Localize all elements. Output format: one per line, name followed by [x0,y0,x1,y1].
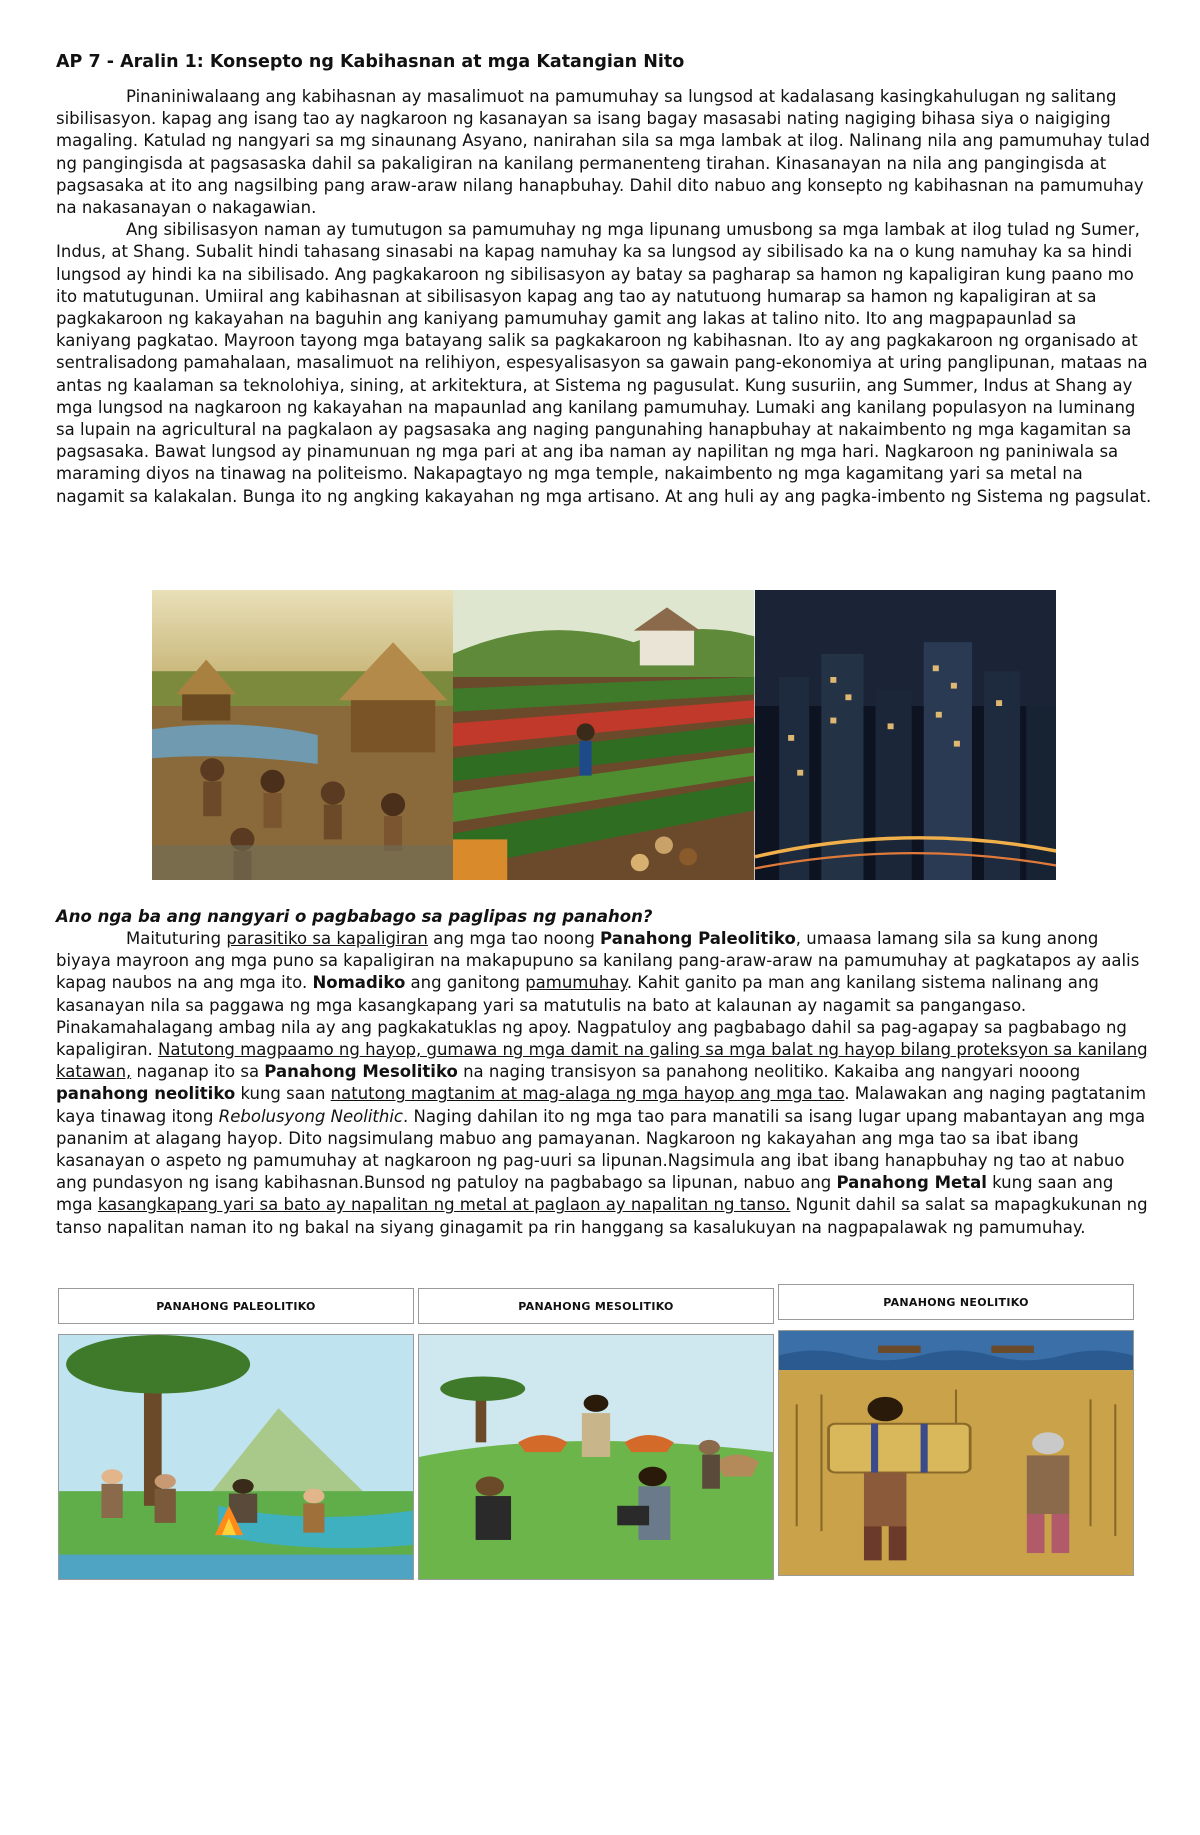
intro-text [56,86,1152,508]
prehistoric-village-image [152,590,453,880]
section-heading: Ano nga ba ang nangyari o pagbabago sa paglipas ng panahon? [56,907,653,926]
paragraph-sibilisasyon: Ang sibilisasyon naman ay tumutugon sa pamumuhay ng mga lipunang umusbong sa mga lambak at ilog tulad ng Sumer, Indus, at Shang. Subalit hindi tahasang sinasabi na kapag namuhay ka sa lungsod ay sibilisado ka na o kung namuhay ka sa hindi lungsod ay hindi ka na sibilisado. Ang pagkakaroon ng sibilisasyon ay batay sa pagharap sa hamon ng kapaligiran kung paano mo ito matutugunan. Umiiral ang kabihasnan at sibilisasyon kapag ang tao ay natutuong humarap sa hamon ng kapaligiran at sa pagkakaroon ng kakayahan na baguhin ang kaniyang pamumuhay gamit ang lakas at talino nito. Ito ang magpapaunlad sa kaniyang pagkatao. Mayroon tayong mga batayang salik sa pagkakaroon ng kabihasnan. Ito ay ang pagkakaroon ng organisado at sentralisadong pamahalaan, masalimuot na relihiyon, espesyalisasyon sa gawain pang-ekonomiya at uring panglipunan, mataas na antas ng kaalaman sa teknolohiya, sining, at arkitektura, at Sistema ng pagusulat. Kung susuriin, ang Summer, Indus at Shang ay mga lungsod na nagkaroon ng kakayahan na mapaunlad ang kanilang pamumuhay. Lumaki ang kanilang populasyon na luminang sa lupain na agricultural na pagkalaon ay pagsasaka ang naging pangunahing hanapbuhay at nakaimbento ng mga kagamitan sa pagsasaka. Bawat lungsod ay pinamunuan ng mga pari at ang iba naman ay napilitan ng mga hari. Nagkaroon ng paniniwala sa maraming diyos na tinawag na politeismo. Nakapagtayo ng mga temple, nakaimbento ng mga kagamitang yari sa metal na nagamit sa kalakalan. Bunga ito ng angking kakayahan ng mga artisano. At ang huli ay ang pagka-imbento ng Sistema ng pagsulat. [56,220,1152,506]
era-label-paleolitiko: PANAHONG PALEOLITIKO [58,1288,414,1324]
neolitiko-scene-image [778,1330,1134,1576]
paragraph-kabihasnan: Pinaniniwalaang ang kabihasnan ay masalimuot na pamumuhay sa lungsod at kadalasang kasingkahulugan ng salitang sibilisasyon. kapag ang isang tao ay nagkaroon ng kasanayan sa isang bagay masasabi nating nagiging bihasa siya o naigiging magaling. Katulad ng nangyari sa mg sinaunang Asyano, nanirahan sila sa mga lambak at ilog. Nalinang nila ang pamumuhay tulad ng pangingisda at pagsasaska dahil sa pakaligiran na kanilang permanenteng tirahan. Kinasanayan na nila ang pangingisda at pagsasaka at ito ang nagsilbing pang araw-araw nilang hanapbuhay. Dahil dito nabuo ang konsepto ng kabihasnan na pamumuhay na nakasanayan o nakagawian. [56,87,1150,218]
page-title: AP 7 - Aralin 1: Konsepto ng Kabihasnan at mga Katangian Nito [56,52,685,72]
evolution-collage [152,590,1056,880]
era-label-neolitiko: PANAHONG NEOLITIKO [778,1284,1134,1320]
modern-city-night-image [755,590,1056,880]
farm-fields-image [453,590,754,880]
panahon-text [56,928,1152,1239]
paragraph-panahon: Maituturing parasitiko sa kapaligiran ang mga tao noong Panahong Paleolitiko, umaasa lamang sila sa kung anong biyaya mayroon ang mga puno sa kapaligiran na makapupuno sa kanilang pang-araw-araw na pamumuhay at pagkatapos ay aalis kapag naubos na ang mga ito. Nomadiko ang ganitong pamumuhay. Kahit ganito pa man ang kanilang sistema nalinang ang kasanayan nila sa paggawa ng mga kasangkapang yari sa matutulis na bato at kalaunan ay nagamit sa pangangaso. Pinakamahalagang ambag nila ay ang pagkakatuklas ng apoy. Nagpatuloy ang pagbabago dahil sa pag-agapay sa pagbabago ng kapaligiran. Natutong magpaamo ng hayop, gumawa ng mga damit na galing sa mga balat ng hayop bilang proteksyon sa kanilang katawan, naganap ito sa Panahong Mesolitiko na naging transisyon sa panahong neolitiko. Kakaiba ang nangyari nooong panahong neolitiko kung saan natutong magtanim at mag-alaga ng mga hayop ang mga tao. Malawakan ang naging pagtatanim kaya tinawag itong Rebolusyong Neolithic. Naging dahilan ito ng mga tao para manatili sa isang lugar upang mabantayan ang mga pananim at alagang hayop. Dito nagsimulang mabuo ang pamayanan. Nagkaroon ng kakayahan ang mga tao sa ibat ibang kasanayan o aspeto ng pamumuhay at nagkaroon ng pag-uuri sa lipunan.Nagsimula ang ibat ibang hanapbuhay ng tao at nabuo ang pundasyon ng isang kabihasnan.Bunsod ng patuloy na pagbabago sa lipunan, nabuo ang Panahong Metal kung saan ang mga kasangkapang yari sa bato ay napalitan ng metal at paglaon ay napalitan ng tanso. Ngunit dahil sa salat sa mapagkukunan ng tanso napalitan naman ito ng bakal na siyang ginagamit pa rin hanggang sa kasalukuyan na nagpapalawak ng pamumuhay. [56,929,1148,1237]
paleolitiko-scene-image [58,1334,414,1580]
era-panels [58,1288,1134,1580]
mesolitiko-scene-image [418,1334,774,1580]
era-label-mesolitiko: PANAHONG MESOLITIKO [418,1288,774,1324]
